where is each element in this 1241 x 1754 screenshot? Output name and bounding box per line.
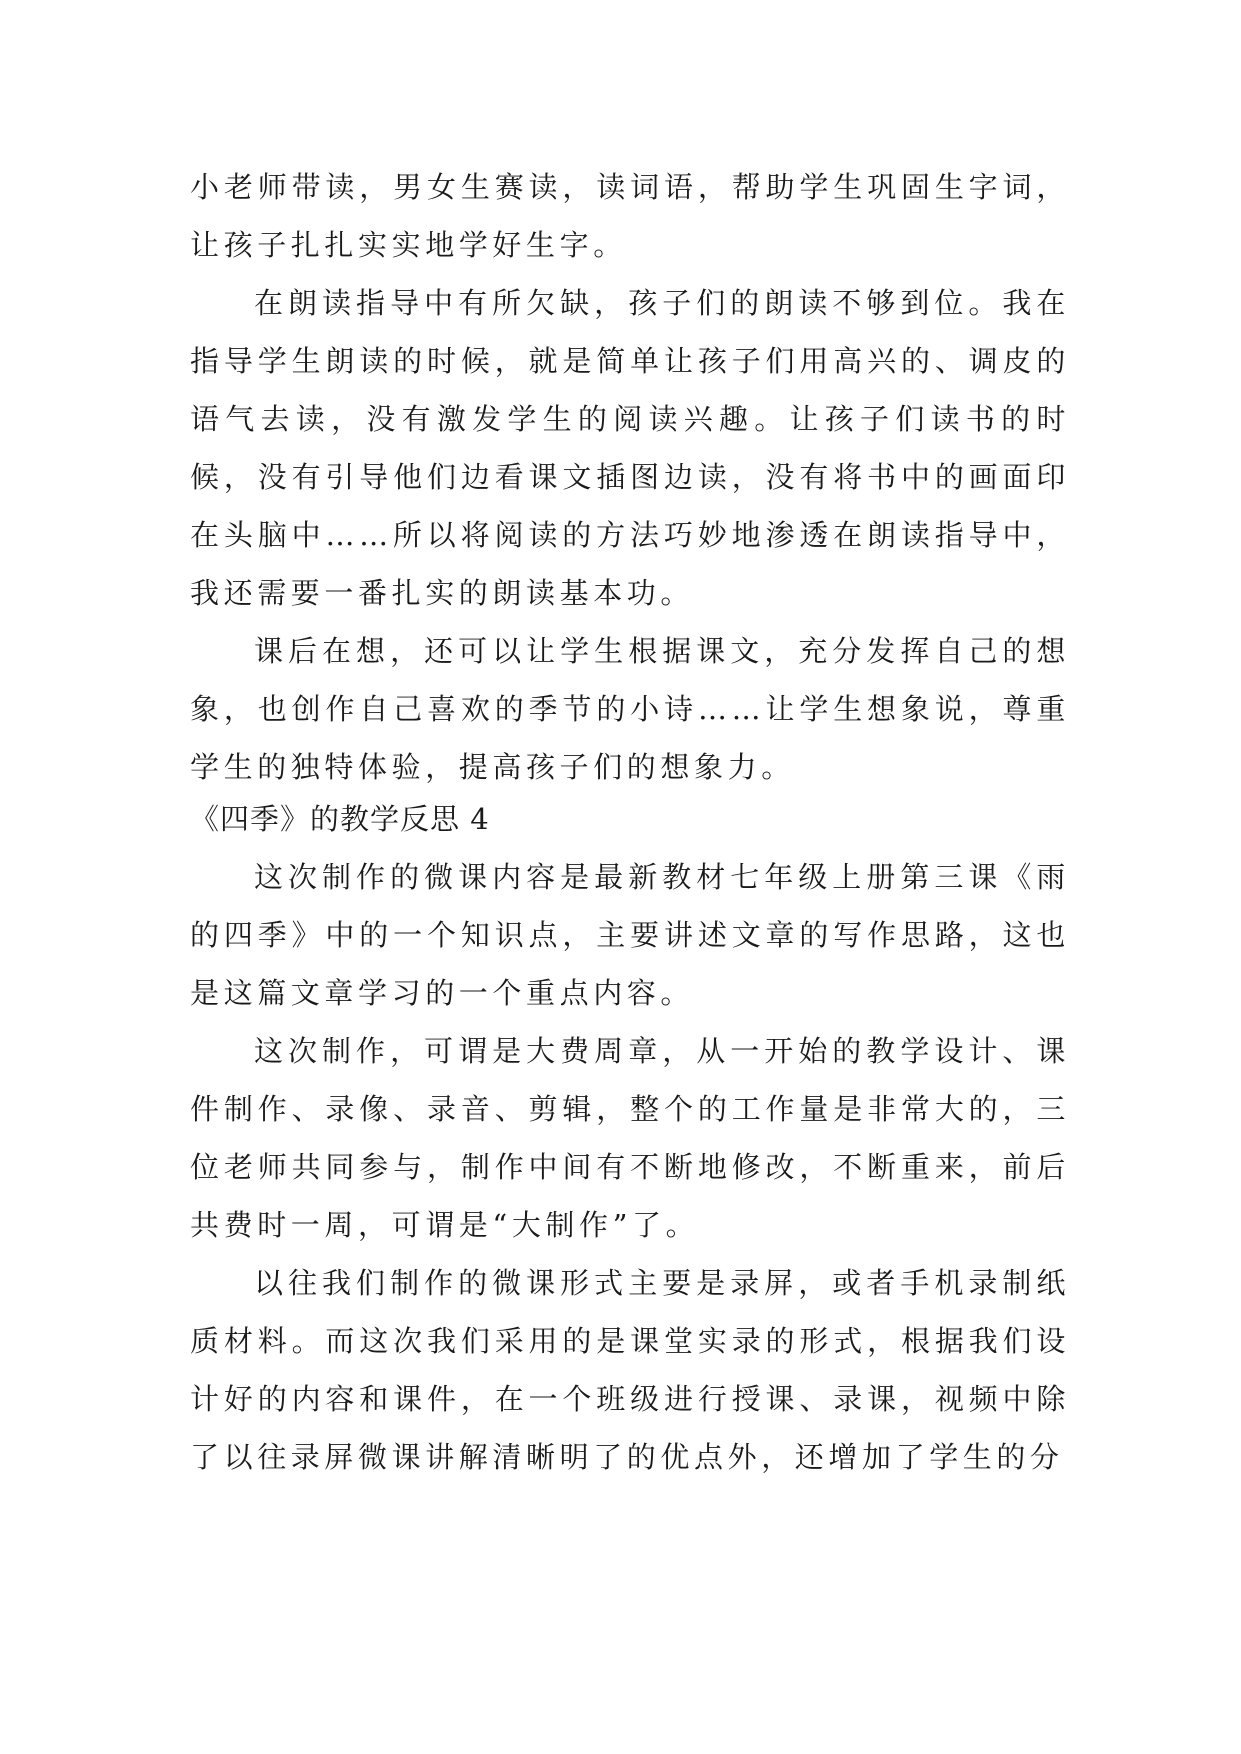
paragraph-production-effort: 这次制作，可谓是大费周章，从一开始的教学设计、课件制作、录像、录音、剪辑，整个的工作量是非常大的，三位老师共同参与，制作中间有不断地修改，不断重来，前后共费时一周，可谓是“大制作”了。 xyxy=(190,1034,1070,1242)
paragraph-reading-guidance: 在朗读指导中有所欠缺，孩子们的朗读不够到位。我在指导学生朗读的时候，就是简单让孩子们用高兴的、调皮的语气去读，没有激发学生的阅读兴趣。让孩子们读书的时候，没有引导他们边看课文插图边读，没有将书中的画面印在头脑中……所以将阅读的方法巧妙地渗透在朗读指导中，我还需要一番扎实的朗读基本功。 xyxy=(190,286,1070,610)
section-previous-reflection xyxy=(190,158,1070,796)
paragraph-continued: 小老师带读，男女生赛读，读词语，帮助学生巩固生字词，让孩子扎扎实实地学好生字。 xyxy=(190,170,1070,262)
paragraph-micro-lesson-content: 这次制作的微课内容是最新教材七年级上册第三课《雨的四季》中的一个知识点，主要讲述文章的写作思路，这也是这篇文章学习的一个重点内容。 xyxy=(190,860,1070,1010)
paragraph-recording-format: 以往我们制作的微课形式主要是录屏，或者手机录制纸质材料。而这次我们采用的是课堂实录的形式，根据我们设计好的内容和课件，在一个班级进行授课、录课，视频中除了以往录屏微课讲解清晰明了的优点外，还增加了学生的分 xyxy=(190,1266,1070,1474)
paragraph-after-class: 课后在想，还可以让学生根据课文，充分发挥自己的想象，也创作自己喜欢的季节的小诗……让学生想象说，尊重学生的独特体验，提高孩子们的想象力。 xyxy=(190,634,1070,784)
section-heading: 《四季》的教学反思 4 xyxy=(190,802,490,836)
section-reflection-4 xyxy=(190,790,1070,1486)
